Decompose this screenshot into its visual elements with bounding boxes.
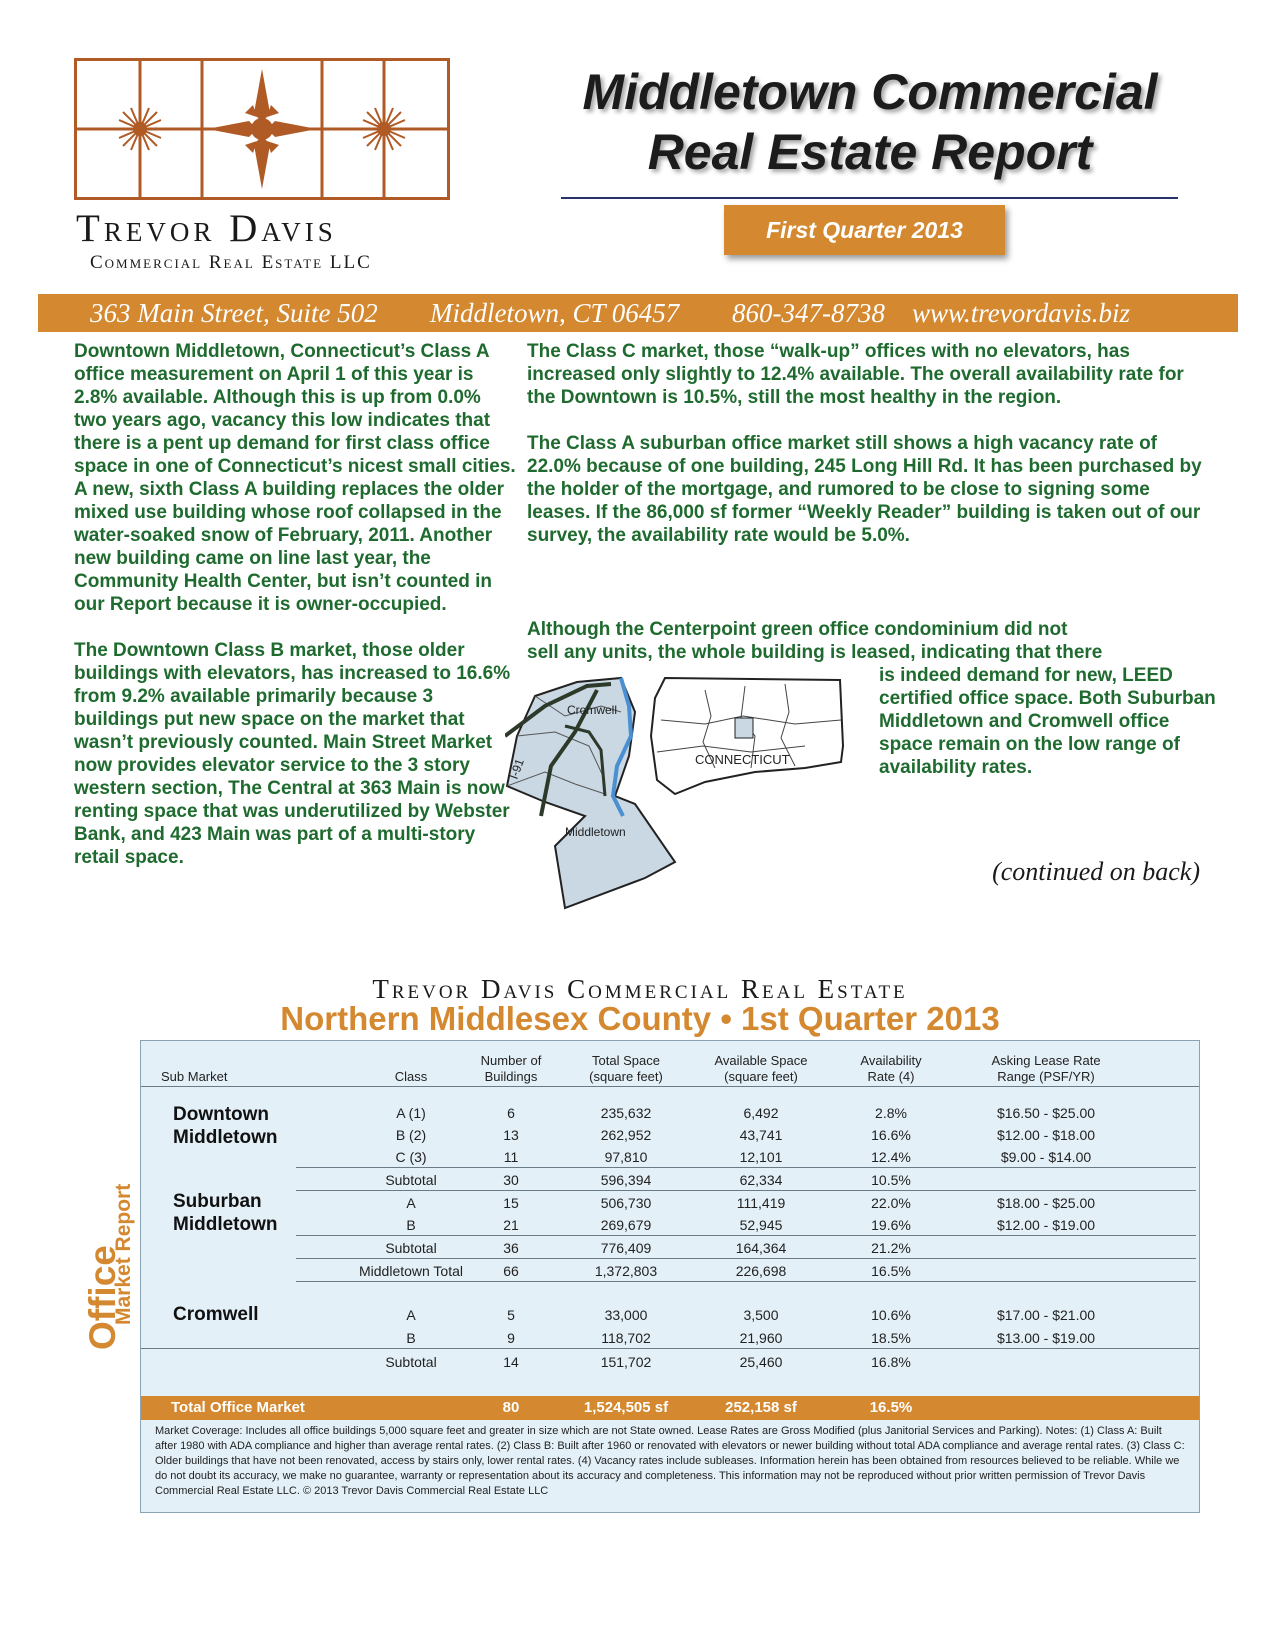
cell-rate: 18.5% — [871, 1330, 911, 1346]
cell-rate: 21.2% — [871, 1240, 911, 1256]
cell-rate: 22.0% — [871, 1195, 911, 1211]
cell-class: Middletown Total — [358, 1263, 464, 1279]
cell-class: C (3) — [395, 1149, 427, 1165]
quarter-badge: First Quarter 2013 — [724, 205, 1005, 255]
side-label-market-report: Market Report — [112, 1183, 135, 1325]
cell-buildings: 36 — [503, 1240, 519, 1256]
cell-rate: 10.6% — [871, 1307, 911, 1323]
header-line: Availability — [860, 1053, 922, 1068]
cell-lease: $12.00 - $19.00 — [996, 1217, 1096, 1233]
cell-rate: 19.6% — [871, 1217, 911, 1233]
cell-available-space: 6,492 — [743, 1105, 779, 1121]
group-cromwell — [173, 1303, 259, 1326]
cell-total-space: 596,394 — [600, 1172, 652, 1188]
address-website[interactable]: www.trevordavis.biz — [912, 298, 1131, 328]
cell-available-space: 226,698 — [735, 1263, 787, 1279]
header-lease-rate — [971, 1053, 1121, 1085]
header-line: Range (PSF/YR) — [997, 1069, 1095, 1084]
cell-available-space: 21,960 — [739, 1330, 783, 1346]
row-divider — [296, 1281, 1196, 1282]
total-available: 252,158 sf — [725, 1399, 797, 1416]
cell-class: A (1) — [396, 1105, 426, 1121]
header-line: Buildings — [484, 1069, 538, 1084]
address-city: Middletown, CT 06457 — [430, 298, 680, 328]
title-line-2: Real Estate Report — [647, 124, 1093, 180]
total-label: Total Office Market — [171, 1399, 305, 1416]
header-line: Asking Lease Rate — [991, 1053, 1101, 1068]
cell-buildings: 30 — [503, 1172, 519, 1188]
brand-name: Trevor Davis — [76, 207, 337, 250]
article-right-column — [527, 340, 1207, 570]
cell-available-space: 111,419 — [736, 1195, 786, 1211]
header-total-space — [571, 1053, 681, 1085]
row-divider — [296, 1258, 1196, 1259]
cell-total-space: 33,000 — [604, 1307, 648, 1323]
report-title: Northern Middlesex County • 1st Quarter 2013 — [280, 1000, 1000, 1037]
article-line: is indeed demand for new, LEED certified office space. Both Suburban Middletown and Cromwell office space remain on the low range of availability rates. — [879, 665, 1216, 778]
header-line: (square feet) — [589, 1069, 663, 1084]
header-divider — [141, 1086, 1199, 1087]
report-footnote: Market Coverage: Includes all office buildings 5,000 square feet and greater in size which are not State owned. Lease Rates are Gross Modified (plus Janitorial Services and Parking). Notes: (1) Class A: Built after 1980 with ADA compliance and higher than average rental rates. (2) Class B: Built after 1960 or renovated with elevators or newer building without total ADA compliance and average rental rates. (3) Class C: Older buildings that have not been renovated, access by stairs only, lower rental rates. (4) Vacancy rates include subleases. Information herein has been obtained from resources believed to be reliable. While we do not doubt its accuracy, we make no guarantee, warranty or representation about its accuracy and completeness. This information may not be reproduced without prior written permission of Trevor Davis Commercial Real Estate LLC. © 2013 Trevor Davis Commercial Real Estate LLC — [155, 1425, 1185, 1497]
row-divider — [141, 1348, 1199, 1349]
logo-emblem-icon — [77, 61, 447, 197]
cell-class: Subtotal — [385, 1354, 437, 1370]
header-availability-rate — [841, 1053, 941, 1085]
total-buildings: 80 — [502, 1399, 520, 1416]
cell-lease: $13.00 - $19.00 — [996, 1330, 1096, 1346]
cell-lease: $16.50 - $25.00 — [996, 1105, 1096, 1121]
region-map — [505, 676, 865, 916]
cell-buildings: 15 — [503, 1195, 519, 1211]
cell-total-space: 151,702 — [600, 1354, 652, 1370]
group-line: Middletown — [173, 1127, 278, 1148]
group-suburban-middletown — [173, 1190, 277, 1236]
group-downtown-middletown — [173, 1103, 277, 1149]
cell-buildings: 5 — [507, 1307, 515, 1323]
title-line-1: Middletown Commercial — [582, 64, 1158, 120]
market-report-table — [140, 1040, 1200, 1513]
cell-available-space: 3,500 — [743, 1307, 779, 1323]
cell-available-space: 52,945 — [739, 1217, 783, 1233]
cell-buildings: 21 — [503, 1217, 519, 1233]
article-line: Although the Centerpoint green office condominium did not — [527, 619, 1068, 640]
group-line: Suburban — [173, 1191, 262, 1212]
brand-subtitle: Commercial Real Estate LLC — [90, 252, 372, 273]
cell-class: B — [406, 1217, 416, 1233]
total-space: 1,524,505 sf — [583, 1399, 669, 1416]
header-class: Class — [394, 1069, 428, 1084]
address-bar — [38, 294, 1238, 332]
row-divider — [296, 1235, 1196, 1236]
cell-lease: $9.00 - $14.00 — [1000, 1149, 1092, 1165]
company-logo — [74, 58, 450, 200]
map-label-cromwell: Cromwell — [567, 703, 618, 717]
header-available-space — [696, 1053, 826, 1085]
cell-total-space: 235,632 — [600, 1105, 652, 1121]
row-divider — [296, 1190, 1196, 1191]
cell-rate: 10.5% — [871, 1172, 911, 1188]
cell-total-space: 506,730 — [600, 1195, 652, 1211]
cell-class: Subtotal — [385, 1172, 437, 1188]
group-line: Downtown — [173, 1104, 270, 1125]
header-line: Rate (4) — [867, 1069, 915, 1084]
article-left-column — [74, 340, 516, 892]
cell-available-space: 25,460 — [739, 1354, 783, 1370]
total-office-market-row — [141, 1396, 1199, 1420]
side-label-office: Office — [82, 1245, 123, 1350]
cell-rate: 12.4% — [871, 1149, 911, 1165]
group-line: Cromwell — [173, 1304, 259, 1325]
report-brand: Trevor Davis Commercial Real Estate — [372, 974, 908, 1004]
total-rate: 16.5% — [869, 1399, 913, 1416]
header-buildings — [471, 1053, 551, 1085]
cell-class: A — [406, 1195, 416, 1211]
cell-buildings: 13 — [503, 1127, 519, 1143]
address-phone: 860-347-8738 — [732, 298, 885, 328]
cell-available-space: 43,741 — [739, 1127, 783, 1143]
cell-rate: 16.5% — [871, 1263, 911, 1279]
cell-lease: $12.00 - $18.00 — [996, 1127, 1096, 1143]
cell-available-space: 62,334 — [739, 1172, 783, 1188]
cell-buildings: 6 — [507, 1105, 515, 1121]
cell-lease: $18.00 - $25.00 — [996, 1195, 1096, 1211]
cell-buildings: 66 — [503, 1263, 519, 1279]
header-line: (square feet) — [724, 1069, 798, 1084]
cell-rate: 16.8% — [871, 1354, 911, 1370]
continued-note: (continued on back) — [992, 857, 1200, 886]
cell-total-space: 118,702 — [601, 1330, 651, 1346]
group-line: Middletown — [173, 1214, 278, 1235]
cell-total-space: 776,409 — [600, 1240, 652, 1256]
cell-class: A — [406, 1307, 416, 1323]
cell-lease: $17.00 - $21.00 — [996, 1307, 1096, 1323]
header-sub-market: Sub Market — [161, 1069, 228, 1084]
article-paragraph: The Class C market, those “walk-up” offices with no elevators, has increased only slightly to 12.4% available. The overall availability rate for the Downtown is 10.5%, still the most healthy in the region. — [527, 341, 1184, 408]
cell-total-space: 1,372,803 — [594, 1263, 658, 1279]
article-paragraph: The Downtown Class B market, those older buildings with elevators, has increased to 16.6% from 9.2% available primarily because 3 buildings put new space on the market that wasn’t previously counted. Main Street Market now provides elevator service to the 3 story western section, The Central at 363 Main is now renting space that was underutilized by Webster Bank, and 423 Main was part of a multi-story retail space. — [74, 640, 511, 868]
cell-total-space: 269,679 — [600, 1217, 652, 1233]
row-divider — [296, 1167, 1196, 1168]
header-line: Total Space — [592, 1053, 660, 1068]
cell-total-space: 262,952 — [600, 1127, 652, 1143]
article-paragraph: The Class A suburban office market still shows a high vacancy rate of 22.0% because of one building, 245 Long Hill Rd. It has been purchased by the holder of the mortgage, and rumored to be close to signing some leases. If the 86,000 sf former “Weekly Reader” building is taken out of our survey, the availability rate would be 5.0%. — [527, 433, 1202, 546]
cell-buildings: 14 — [503, 1354, 519, 1370]
cell-class: Subtotal — [385, 1240, 437, 1256]
cell-class: B — [406, 1330, 416, 1346]
cell-total-space: 97,810 — [604, 1149, 648, 1165]
cell-class: B (2) — [395, 1127, 427, 1143]
header-line: Number of — [480, 1053, 542, 1068]
cell-rate: 2.8% — [875, 1105, 907, 1121]
cell-buildings: 11 — [503, 1149, 519, 1165]
map-label-highway: I-91 — [506, 756, 527, 782]
map-label-middletown: Middletown — [565, 825, 626, 839]
article-paragraph: Downtown Middletown, Connecticut’s Class A office measurement on April 1 of this year is 2.8% available. Although this is up from 0.0% two years ago, vacancy this low indicates that there is a pent up demand for first class office space in one of Connecticut’s nicest small cities. A new, sixth Class A building replaces the older mixed use building whose roof collapsed in the water-soaked snow of February, 2011. Another new building came on line last year, the Community Health Center, but isn’t counted in our Report because it is owner-occupied. — [74, 341, 516, 615]
map-label-state: CONNECTICUT — [695, 752, 790, 767]
cell-rate: 16.6% — [871, 1127, 911, 1143]
article-line: sell any units, the whole building is leased, indicating that there — [527, 642, 1103, 663]
cell-buildings: 9 — [507, 1330, 515, 1346]
cell-available-space: 164,364 — [735, 1240, 787, 1256]
address-street: 363 Main Street, Suite 502 — [90, 298, 378, 328]
title-divider — [561, 197, 1178, 199]
cell-available-space: 12,101 — [739, 1149, 783, 1165]
page-title — [510, 62, 1230, 182]
header-line: Available Space — [714, 1053, 808, 1068]
